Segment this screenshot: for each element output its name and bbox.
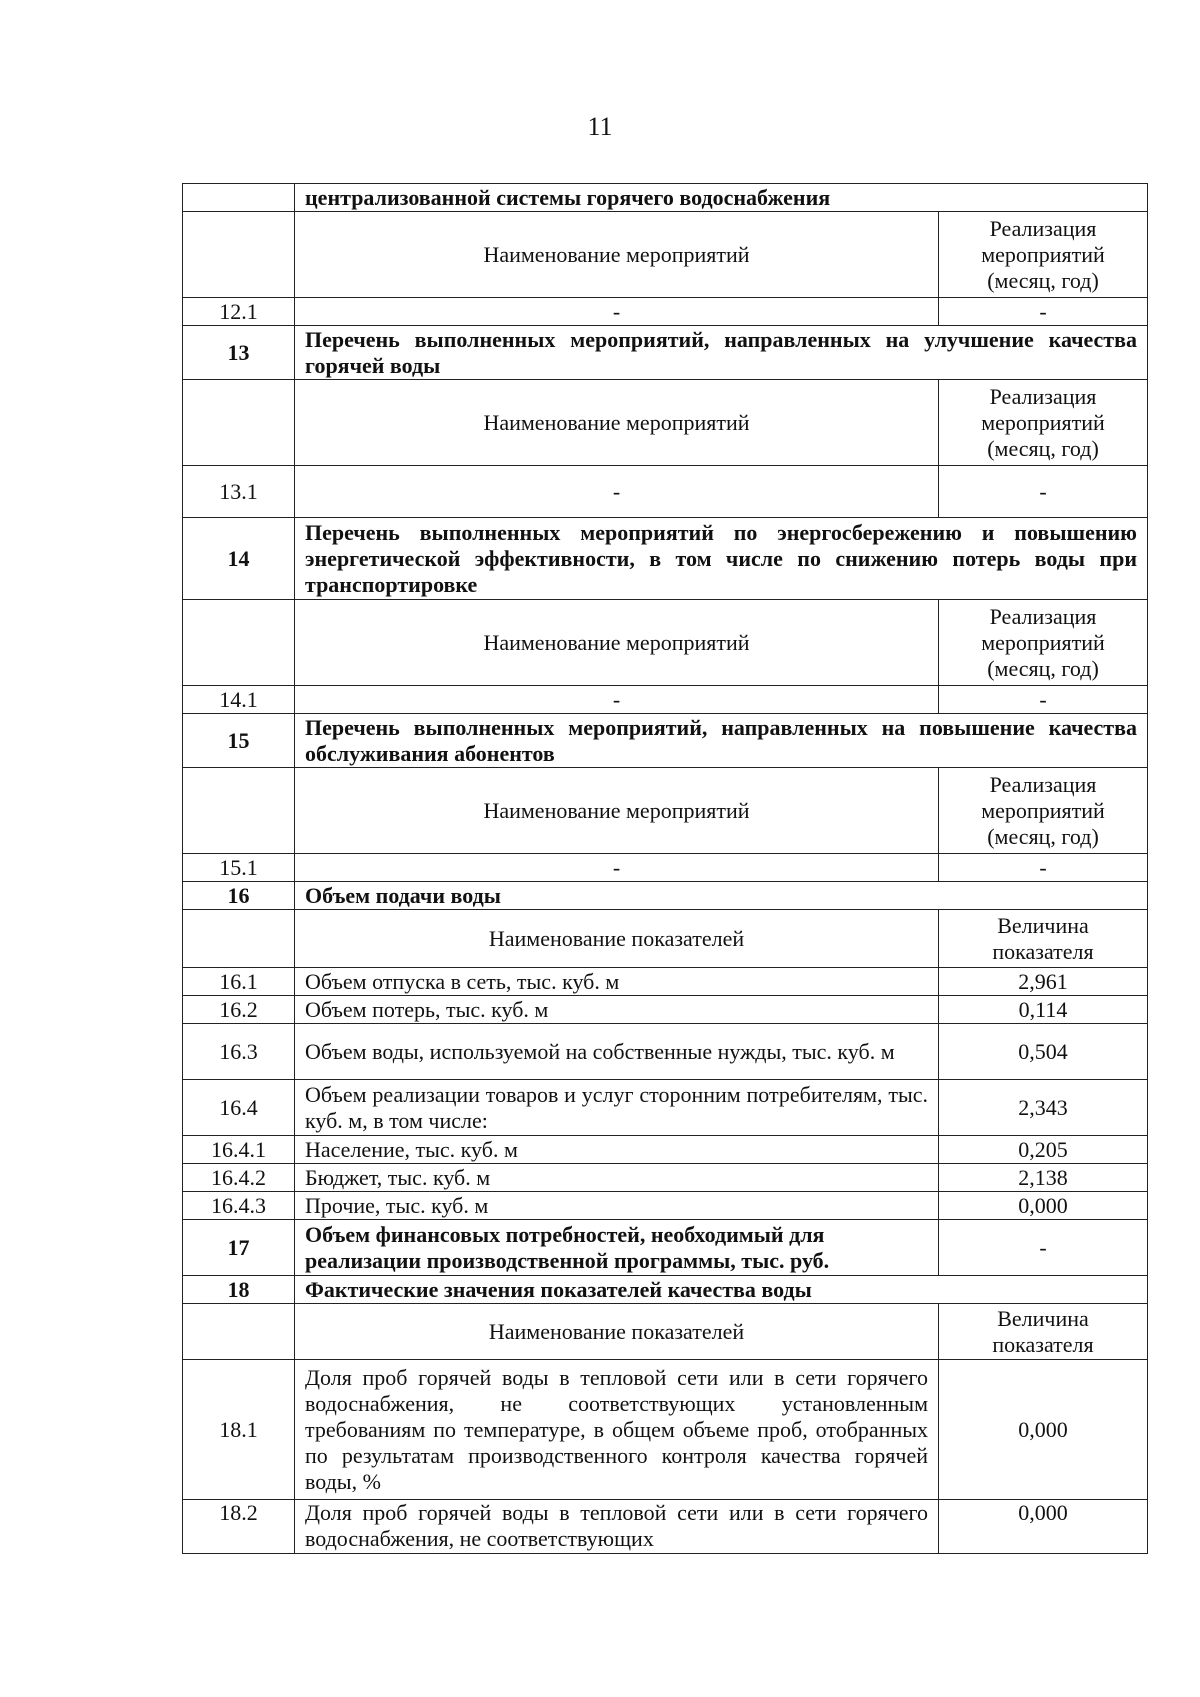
table-row bbox=[183, 1500, 1148, 1554]
column-header-indicators: Наименование показателей bbox=[295, 1304, 939, 1360]
row-number: 18 bbox=[183, 1276, 295, 1304]
row-number: 15 bbox=[183, 714, 295, 768]
row-number-empty bbox=[183, 212, 295, 298]
column-header-measures: Наименование мероприятий bbox=[295, 212, 939, 298]
section-title: Фактические значения показателей качества воды bbox=[295, 1276, 1148, 1304]
table-row bbox=[183, 1024, 1148, 1080]
measure-date: - bbox=[939, 854, 1148, 882]
row-number: 16.4 bbox=[183, 1080, 295, 1136]
column-header-realization: Реализация мероприятий (месяц, год) bbox=[939, 768, 1148, 854]
table-header-row bbox=[183, 1304, 1148, 1360]
table-row bbox=[183, 1164, 1148, 1192]
table-header-row bbox=[183, 600, 1148, 686]
section-title: централизованной системы горячего водоснабжения bbox=[295, 184, 1148, 212]
section-title: Объем финансовых потребностей, необходимый для реализации производственной программы, тыс. руб. bbox=[295, 1220, 939, 1276]
indicator-value: 0,114 bbox=[939, 996, 1148, 1024]
indicator-name: Прочие, тыс. куб. м bbox=[295, 1192, 939, 1220]
column-header-measures: Наименование мероприятий bbox=[295, 380, 939, 466]
section-title: Перечень выполненных мероприятий, направленных на повышение качества обслуживания абонентов bbox=[295, 714, 1148, 768]
row-number: 16.4.3 bbox=[183, 1192, 295, 1220]
measure-name: - bbox=[295, 854, 939, 882]
column-header-indicators: Наименование показателей bbox=[295, 910, 939, 968]
row-number: 14 bbox=[183, 518, 295, 600]
row-number-empty bbox=[183, 184, 295, 212]
row-number: 16 bbox=[183, 882, 295, 910]
table-row bbox=[183, 1080, 1148, 1136]
row-number: 16.2 bbox=[183, 996, 295, 1024]
table-row bbox=[183, 686, 1148, 714]
table-row bbox=[183, 466, 1148, 518]
measure-date: - bbox=[939, 466, 1148, 518]
row-number: 17 bbox=[183, 1220, 295, 1276]
indicator-name: Объем потерь, тыс. куб. м bbox=[295, 996, 939, 1024]
table-row bbox=[183, 968, 1148, 996]
indicator-name: Объем отпуска в сеть, тыс. куб. м bbox=[295, 968, 939, 996]
measure-name: - bbox=[295, 298, 939, 326]
indicator-value: - bbox=[939, 1220, 1148, 1276]
row-number: 15.1 bbox=[183, 854, 295, 882]
section-row bbox=[183, 882, 1148, 910]
indicator-name: Доля проб горячей воды в тепловой сети или в сети горячего водоснабжения, не соответствующих установленным требованиям по температуре, в общем объеме проб, отобранных по результатам производственного контроля качества горячей воды, % bbox=[295, 1360, 939, 1500]
measure-date: - bbox=[939, 686, 1148, 714]
table-row bbox=[183, 996, 1148, 1024]
indicator-value: 0,205 bbox=[939, 1136, 1148, 1164]
indicator-value: 0,504 bbox=[939, 1024, 1148, 1080]
table-header-row bbox=[183, 768, 1148, 854]
indicator-name: Доля проб горячей воды в тепловой сети или в сети горячего водоснабжения, не соответствующих bbox=[295, 1500, 939, 1554]
section-title: Перечень выполненных мероприятий, направленных на улучшение качества горячей воды bbox=[295, 326, 1148, 380]
section-row bbox=[183, 1220, 1148, 1276]
section-row bbox=[183, 714, 1148, 768]
row-number: 16.1 bbox=[183, 968, 295, 996]
row-number: 14.1 bbox=[183, 686, 295, 714]
row-number: 16.4.2 bbox=[183, 1164, 295, 1192]
measure-date: - bbox=[939, 298, 1148, 326]
measure-name: - bbox=[295, 686, 939, 714]
column-header-realization: Реализация мероприятий (месяц, год) bbox=[939, 380, 1148, 466]
table-header-row bbox=[183, 910, 1148, 968]
table-row bbox=[183, 184, 1148, 212]
row-number: 12.1 bbox=[183, 298, 295, 326]
row-number-empty bbox=[183, 910, 295, 968]
column-header-realization: Реализация мероприятий (месяц, год) bbox=[939, 212, 1148, 298]
row-number: 18.1 bbox=[183, 1360, 295, 1500]
column-header-realization: Реализация мероприятий (месяц, год) bbox=[939, 600, 1148, 686]
row-number: 13.1 bbox=[183, 466, 295, 518]
indicator-value: 0,000 bbox=[939, 1192, 1148, 1220]
table-row bbox=[183, 854, 1148, 882]
section-row bbox=[183, 326, 1148, 380]
column-header-value: Величина показателя bbox=[939, 910, 1148, 968]
row-number: 18.2 bbox=[183, 1500, 295, 1554]
production-program-table bbox=[182, 183, 1148, 1554]
indicator-name: Население, тыс. куб. м bbox=[295, 1136, 939, 1164]
page-number: 11 bbox=[587, 112, 613, 141]
table-row bbox=[183, 298, 1148, 326]
section-title: Объем подачи воды bbox=[295, 882, 1148, 910]
indicator-value: 2,961 bbox=[939, 968, 1148, 996]
column-header-value: Величина показателя bbox=[939, 1304, 1148, 1360]
column-header-measures: Наименование мероприятий bbox=[295, 600, 939, 686]
section-row bbox=[183, 518, 1148, 600]
section-title: Перечень выполненных мероприятий по энергосбережению и повышению энергетической эффективности, в том числе по снижению потерь воды при транспортировке bbox=[295, 518, 1148, 600]
table-row bbox=[183, 1136, 1148, 1164]
table-row bbox=[183, 1192, 1148, 1220]
indicator-value: 2,138 bbox=[939, 1164, 1148, 1192]
row-number-empty bbox=[183, 768, 295, 854]
indicator-value: 2,343 bbox=[939, 1080, 1148, 1136]
table-header-row bbox=[183, 212, 1148, 298]
indicator-name: Объем реализации товаров и услуг сторонним потребителям, тыс. куб. м, в том числе: bbox=[295, 1080, 939, 1136]
row-number-empty bbox=[183, 1304, 295, 1360]
indicator-name: Объем воды, используемой на собственные нужды, тыс. куб. м bbox=[295, 1024, 939, 1080]
indicator-value: 0,000 bbox=[939, 1500, 1148, 1554]
indicator-name: Бюджет, тыс. куб. м bbox=[295, 1164, 939, 1192]
section-row bbox=[183, 1276, 1148, 1304]
measure-name: - bbox=[295, 466, 939, 518]
row-number: 16.4.1 bbox=[183, 1136, 295, 1164]
row-number: 13 bbox=[183, 326, 295, 380]
row-number-empty bbox=[183, 600, 295, 686]
table-row bbox=[183, 1360, 1148, 1500]
indicator-value: 0,000 bbox=[939, 1360, 1148, 1500]
table-header-row bbox=[183, 380, 1148, 466]
row-number-empty bbox=[183, 380, 295, 466]
column-header-measures: Наименование мероприятий bbox=[295, 768, 939, 854]
row-number: 16.3 bbox=[183, 1024, 295, 1080]
